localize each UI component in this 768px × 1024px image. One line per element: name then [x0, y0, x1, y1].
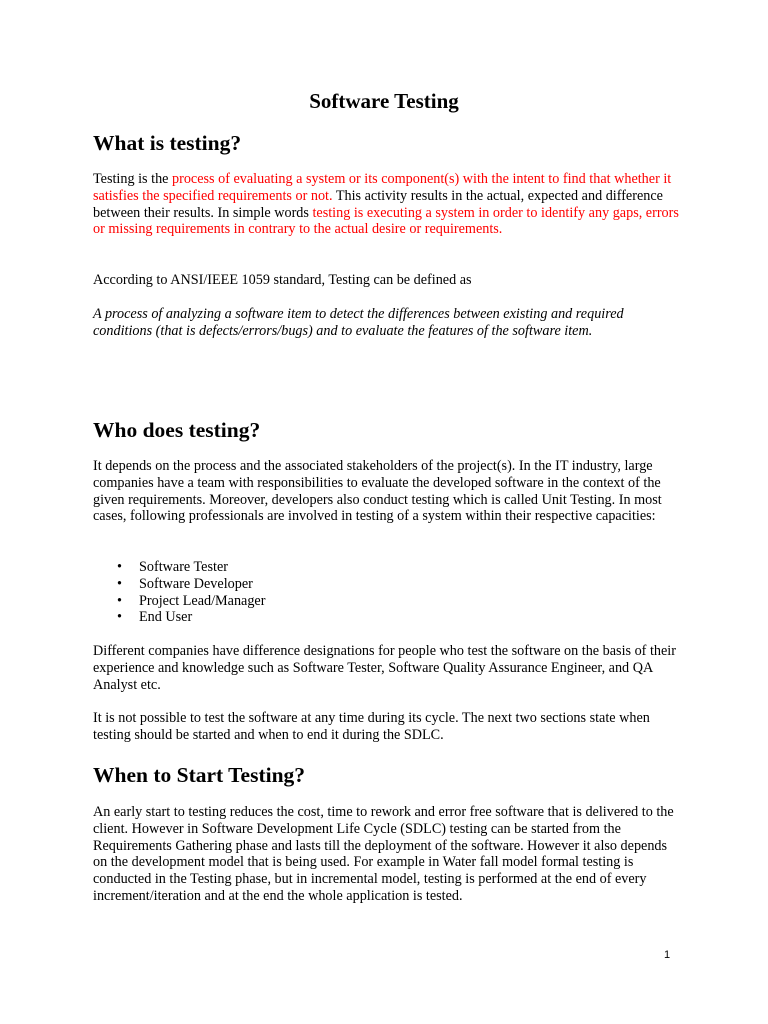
who-paragraph-1: It depends on the process and the associated stakeholders of the project(s). In the IT industry, large companies have a team with responsibilities to evaluate the developed software in the context of the given requirements. Moreover, developers also conduct testing which is called Unit Testing. In most cases, following professionals are involved in testing of a system within their respective capacities: — [93, 458, 662, 525]
testing-intro-paragraph — [93, 171, 683, 238]
role-label: Software Developer — [139, 575, 253, 592]
bullet-icon: • — [117, 559, 122, 575]
list-item — [93, 609, 683, 626]
list-item — [93, 559, 683, 576]
intro-text-1: Testing is the — [93, 171, 173, 187]
role-label: Software Tester — [139, 559, 228, 575]
definition-paragraph: A process of analyzing a software item to detect the differences between existing and required conditions (that is defects/errors/bugs) and to evaluate the features of the software item. — [93, 306, 624, 339]
list-item — [93, 576, 683, 593]
bullet-icon: • — [117, 609, 122, 626]
role-label: End User — [139, 609, 193, 626]
list-item — [93, 593, 683, 610]
heading-when-to-start-testing: When to Start Testing? — [93, 763, 306, 787]
role-label: Project Lead/Manager — [139, 592, 266, 609]
who-paragraph-3: It is not possible to test the software at any time during its cycle. The next two sections state when testing should be started and when to end it during the SDLC. — [93, 710, 650, 743]
heading-what-is-testing: What is testing? — [93, 131, 242, 155]
standard-line: According to ANSI/IEEE 1059 standard, Testing can be defined as — [93, 272, 472, 288]
document-title: Software Testing — [309, 89, 459, 113]
bullet-icon: • — [117, 575, 122, 592]
page-number: 1 — [664, 949, 671, 961]
intro-highlight-1: process of evaluating a system or its component(s) with the intent to find that whether it satisfies the specified requirements or not. — [93, 171, 672, 204]
heading-who-does-testing: Who does testing? — [93, 418, 261, 442]
intro-text-2: This activity results in the actual, expected and difference between their results. In simple words — [93, 187, 663, 221]
bullet-icon: • — [117, 592, 122, 609]
who-paragraph-2: Different companies have difference designations for people who test the software on the basis of their experience and knowledge such as Software Tester, Software Quality Assurance Engineer, and QA Analyst etc. — [93, 643, 676, 693]
intro-highlight-2: testing is executing a system in order to identify any gaps, errors or missing requirements in contrary to the actual desire or requirements. — [93, 204, 679, 238]
roles-list — [93, 559, 683, 626]
start-testing-paragraph: An early start to testing reduces the cost, time to rework and error free software that is delivered to the client. However in Software Development Life Cycle (SDLC) testing can be started from the Requirements Gathering phase and lasts till the deployment of the software. However it also depends on the development model that is being used. For example in Water fall model formal testing is conducted in the Testing phase, but in incremental model, testing is performed at the end of every increment/iteration and at the end the whole application is tested. — [93, 804, 674, 904]
